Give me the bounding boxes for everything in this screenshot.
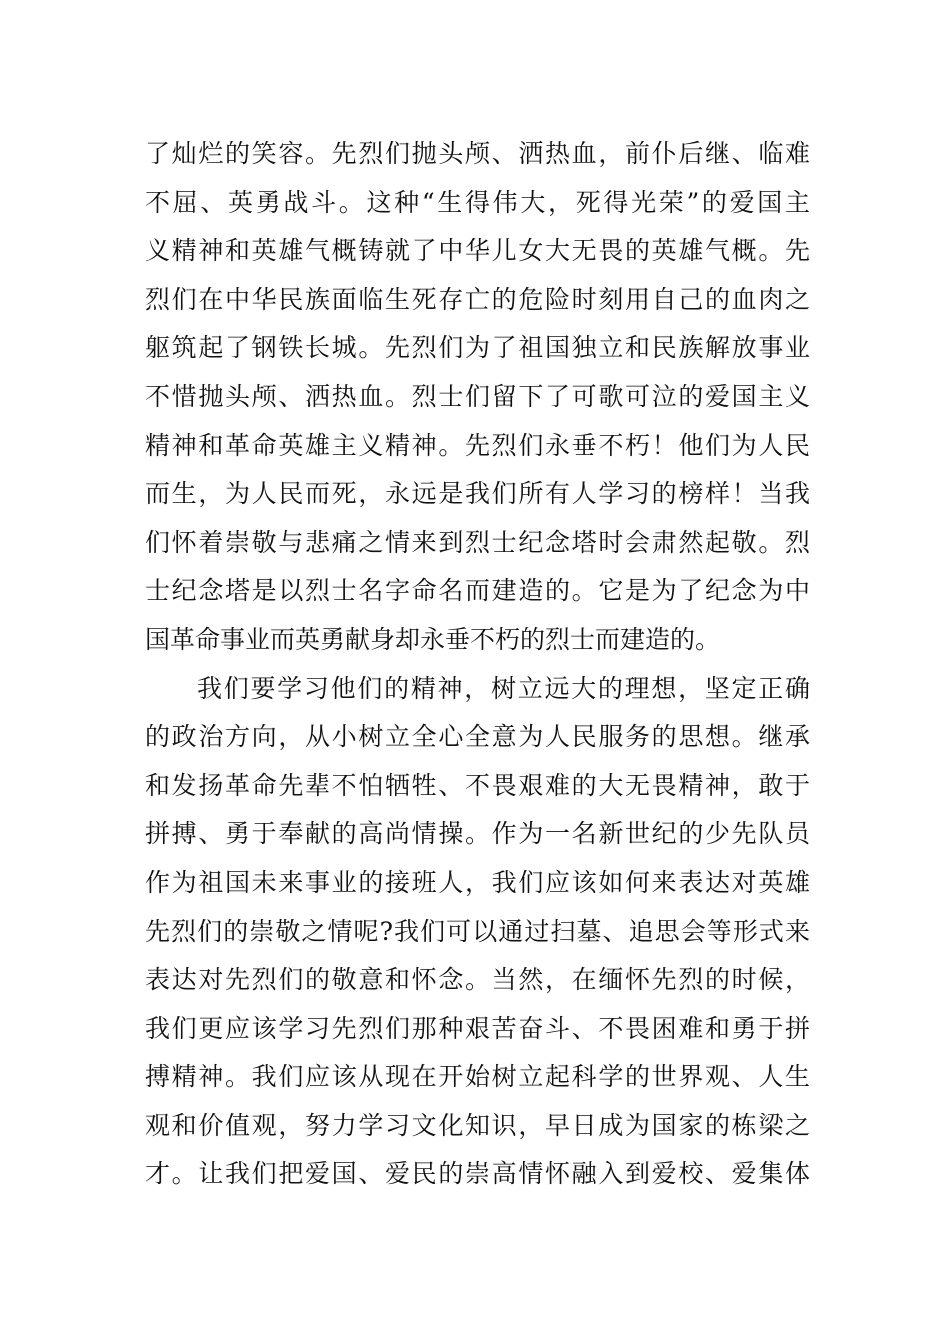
text-line: 而生，为人民而死，永远是我们所有人学习的榜样！当我 bbox=[145, 479, 810, 509]
text-line: 才。让我们把爱国、爱民的崇高情怀融入到爱校、爱集体 bbox=[145, 1159, 810, 1189]
text-line: 不屈、英勇战斗。这种“生得伟大，死得光荣”的爱国主 bbox=[145, 187, 810, 217]
body-text bbox=[145, 130, 810, 1199]
text-line: 不惜抛头颅、洒热血。烈士们留下了可歌可泣的爱国主义 bbox=[145, 381, 810, 411]
text-line: 拼搏、勇于奉献的高尚情操。作为一名新世纪的少先队员 bbox=[145, 819, 810, 849]
text-line: 作为祖国未来事业的接班人，我们应该如何来表达对英雄 bbox=[145, 867, 810, 897]
text-line: 我们要学习他们的精神，树立远大的理想，坚定正确 bbox=[197, 673, 810, 703]
text-line: 和发扬革命先辈不怕牺牲、不畏艰难的大无畏精神，敢于 bbox=[145, 770, 810, 800]
text-line: 烈们在中华民族面临生死存亡的危险时刻用自己的血肉之 bbox=[145, 284, 810, 314]
text-line: 搏精神。我们应该从现在开始树立起科学的世界观、人生 bbox=[145, 1062, 810, 1092]
text-line: 观和价值观，努力学习文化知识，早日成为国家的栋梁之 bbox=[145, 1110, 810, 1140]
text-line: 国革命事业而英勇献身却永垂不朽的烈士而建造的。 bbox=[145, 624, 721, 654]
text-line: 义精神和英雄气概铸就了中华儿女大无畏的英雄气概。先 bbox=[145, 236, 810, 266]
text-line: 先烈们的崇敬之情呢?我们可以通过扫墓、追思会等形式来 bbox=[145, 916, 810, 946]
text-line: 了灿烂的笑容。先烈们抛头颅、洒热血，前仆后继、临难 bbox=[145, 139, 810, 168]
text-line: 表达对先烈们的敬意和怀念。当然，在缅怀先烈的时候， bbox=[145, 965, 810, 995]
text-line: 躯筑起了钢铁长城。先烈们为了祖国独立和民族解放事业 bbox=[145, 333, 810, 363]
text-line: 士纪念塔是以烈士名字命名而建造的。它是为了纪念为中 bbox=[145, 576, 810, 606]
text-line: 的政治方向，从小树立全心全意为人民服务的思想。继承 bbox=[145, 722, 810, 752]
text-line: 精神和革命英雄主义精神。先烈们永垂不朽！他们为人民 bbox=[145, 430, 810, 460]
text-line: 我们更应该学习先烈们那种艰苦奋斗、不畏困难和勇于拼 bbox=[145, 1013, 810, 1043]
text-line: 们怀着崇敬与悲痛之情来到烈士纪念塔时会肃然起敬。烈 bbox=[145, 527, 810, 557]
